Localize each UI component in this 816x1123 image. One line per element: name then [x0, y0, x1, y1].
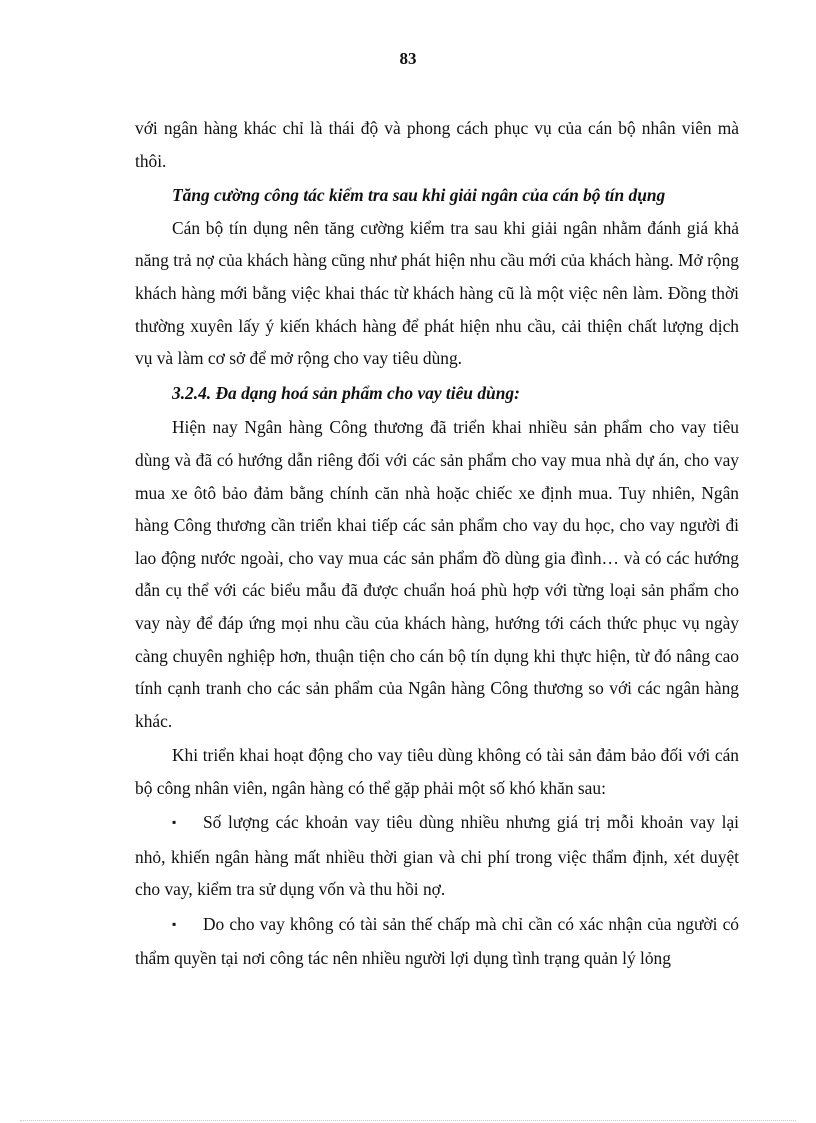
page-bottom-divider	[20, 1120, 796, 1121]
subheading-credit-inspection: Tăng cường công tác kiểm tra sau khi giải ngân của cán bộ tín dụng	[172, 185, 666, 206]
page-number: 83	[399, 49, 417, 68]
paragraph-difficulties: Khi triển khai hoạt động cho vay tiêu dùng không có tài sản đảm bảo đối với cán bộ công nhân viên, ngân hàng có thể gặp phải một số khó khăn sau:	[135, 745, 739, 798]
paragraph-continuation: với ngân hàng khác chỉ là thái độ và phong cách phục vụ của cán bộ nhân viên mà thôi.	[135, 118, 739, 171]
bullet-icon: ▪	[172, 815, 177, 830]
bullet-text-1: Số lượng các khoản vay tiêu dùng nhiều nhưng giá trị mỗi khoản vay lại nhỏ, khiến ngân hàng mất nhiều thời gian và chi phí trong việc thẩm định, xét duyệt cho vay, kiểm tra sử dụng vốn và thu hồi nợ.	[135, 812, 739, 900]
document-body	[135, 112, 739, 975]
bullet-icon: ▪	[172, 916, 177, 931]
bullet-text-2: Do cho vay không có tài sản thế chấp mà chỉ cần có xác nhận của người có thẩm quyền tại nơi công tác nên nhiều người lợi dụng tình trạng quản lý lỏng	[135, 913, 739, 969]
bullet-item-1	[135, 806, 739, 905]
paragraph-products: Hiện nay Ngân hàng Công thương đã triển khai nhiều sản phẩm cho vay tiêu dùng và đã có hướng dẫn riêng đối với các sản phẩm cho vay mua nhà dự án, cho vay mua xe ôtô bảo đảm bằng chính căn nhà hoặc chiếc xe định mua. Tuy nhiên, Ngân hàng Công thương cần triển khai tiếp các sản phẩm cho vay du học, cho vay người đi lao động nước ngoài, cho vay mua các sản phẩm đồ dùng gia đình… và có các hướng dẫn cụ thể với các biểu mẫu đã được chuẩn hoá phù hợp với từng loại sản phẩm cho vay này để đáp ứng mọi nhu cầu của khách hàng, hướng tới cách thức phục vụ ngày càng chuyên nghiệp hơn, thuận tiện cho cán bộ tín dụng khi thực hiện, từ đó nâng cao tính cạnh tranh cho các sản phẩm của Ngân hàng Công thương so với các ngân hàng khác.	[135, 417, 739, 731]
section-heading-3-2-4: 3.2.4. Đa dạng hoá sản phẩm cho vay tiêu dùng:	[172, 382, 520, 403]
paragraph-inspection: Cán bộ tín dụng nên tăng cường kiểm tra sau khi giải ngân nhằm đánh giá khả năng trả nợ của khách hàng cũng như phát hiện nhu cầu mới của khách hàng. Mở rộng khách hàng mới bằng việc khai thác từ khách hàng cũ là một việc nên làm. Đồng thời thường xuyên lấy ý kiến khách hàng để phát hiện nhu cầu, cải thiện chất lượng dịch vụ và làm cơ sở để mở rộng cho vay tiêu dùng.	[135, 217, 739, 369]
bullet-item-2	[135, 908, 739, 975]
